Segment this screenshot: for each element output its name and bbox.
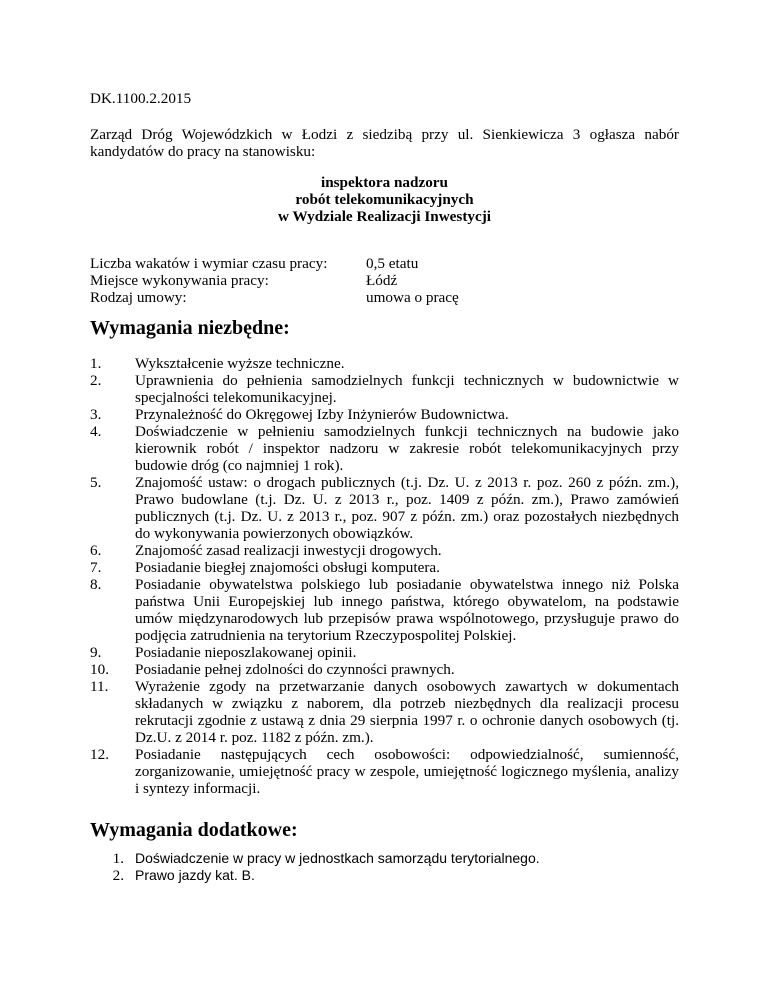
detail-row	[90, 255, 679, 272]
list-item	[90, 746, 679, 797]
list-number: 5.	[90, 474, 102, 491]
list-number: 1.	[112, 850, 124, 867]
list-item	[90, 678, 679, 746]
detail-value: umowa o pracę	[366, 289, 459, 306]
list-text: Posiadanie pełnej zdolności do czynności prawnych.	[135, 661, 455, 678]
list-text: Prawo jazdy kat. B.	[135, 867, 255, 883]
list-item	[90, 576, 679, 644]
list-item	[90, 474, 679, 542]
list-number: 3.	[90, 406, 102, 423]
list-text: Znajomość ustaw: o drogach publicznych (t.j. Dz. U. z 2013 r. poz. 260 z późn. zm.), Prawo budowlane (t.j. Dz. U. z 2013 r., poz. 1409 z późn. zm.), Prawo zamówień publicznych (t.j. Dz. U. z 2013 r., poz. 907 z późn. zm.) oraz pozostałych niezbędnych do wykonywania powierzonych obowiązków.	[135, 474, 679, 542]
list-item	[90, 355, 679, 372]
list-number: 4.	[90, 423, 102, 440]
list-text: Uprawnienia do pełnienia samodzielnych funkcji technicznych w budownictwie w specjalności telekomunikacyjnej.	[135, 372, 679, 406]
job-details	[90, 255, 679, 306]
list-number: 11.	[90, 678, 109, 695]
list-text: Posiadanie obywatelstwa polskiego lub posiadanie obywatelstwa innego niż Polska państwa Unii Europejskiej lub innego państwa, którego obywatelom, na podstawie umów międzynarodowych lub przepisów prawa wspólnotowego, przysługuje prawo do podjęcia zatrudnienia na terytorium Rzeczypospolitej Polskiej.	[135, 576, 679, 644]
list-number: 8.	[90, 576, 102, 593]
detail-row	[90, 272, 679, 289]
position-title-line: robót telekomunikacyjnych	[295, 191, 474, 208]
list-item	[90, 850, 679, 867]
detail-row	[90, 289, 679, 306]
list-text: Wyrażenie zgody na przetwarzanie danych osobowych zawartych w dokumentach składanych w związku z naborem, dla potrzeb niezbędnych dla realizacji procesu rekrutacji zgodnie z ustawą z dnia 29 sierpnia 1997 r. o ochronie danych osobowych (tj. Dz.U. z 2014 r. poz. 1182 z późn. zm.).	[135, 678, 679, 746]
list-item	[90, 644, 679, 661]
list-item	[90, 372, 679, 406]
detail-value: Łódź	[366, 272, 398, 289]
list-number: 12.	[90, 746, 109, 763]
list-number: 2.	[112, 867, 124, 884]
list-item	[90, 406, 679, 423]
list-number: 9.	[90, 644, 102, 661]
position-title-line: inspektora nadzoru	[320, 174, 448, 191]
list-item	[90, 559, 679, 576]
list-number: 1.	[90, 355, 102, 372]
required-section-heading: Wymagania niezbędne:	[90, 317, 290, 339]
list-text: Znajomość zasad realizacji inwestycji drogowych.	[135, 542, 442, 559]
list-item	[90, 542, 679, 559]
document-reference-number: DK.1100.2.2015	[90, 90, 192, 107]
list-number: 2.	[90, 372, 102, 389]
list-item	[90, 867, 679, 884]
list-number: 6.	[90, 542, 102, 559]
list-item	[90, 661, 679, 678]
additional-section-heading: Wymagania dodatkowe:	[90, 819, 298, 841]
detail-label: Miejsce wykonywania pracy:	[90, 272, 269, 289]
list-text: Posiadanie biegłej znajomości obsługi komputera.	[135, 559, 440, 576]
required-list	[90, 355, 679, 797]
list-item	[90, 423, 679, 474]
position-title-line: w Wydziale Realizacji Inwestycji	[277, 208, 491, 225]
list-number: 10.	[90, 661, 109, 678]
list-number: 7.	[90, 559, 102, 576]
detail-value: 0,5 etatu	[366, 255, 419, 272]
list-text: Posiadanie następujących cech osobowości: odpowiedzialność, sumienność, zorganizowanie, umiejętność pracy w zespole, umiejętność logicznego myślenia, analizy i syntezy informacji.	[135, 746, 679, 797]
additional-list	[90, 850, 679, 884]
position-title	[90, 174, 679, 225]
list-text: Doświadczenie w pracy w jednostkach samorządu terytorialnego.	[135, 850, 540, 866]
detail-label: Liczba wakatów i wymiar czasu pracy:	[90, 255, 328, 272]
list-text: Doświadczenie w pełnieniu samodzielnych funkcji technicznych na budowie jako kierownik robót / inspektor nadzoru w zakresie robót telekomunikacyjnych przy budowie dróg (co najmniej 1 rok).	[135, 423, 679, 474]
list-text: Posiadanie nieposzlakowanej opinii.	[135, 644, 357, 661]
intro-paragraph: Zarząd Dróg Wojewódzkich w Łodzi z siedzibą przy ul. Sienkiewicza 3 ogłasza nabór kandydatów do pracy na stanowisku:	[90, 126, 679, 160]
list-text: Wykształcenie wyższe techniczne.	[135, 355, 345, 372]
detail-label: Rodzaj umowy:	[90, 289, 187, 306]
list-text: Przynależność do Okręgowej Izby Inżynierów Budownictwa.	[135, 406, 509, 423]
